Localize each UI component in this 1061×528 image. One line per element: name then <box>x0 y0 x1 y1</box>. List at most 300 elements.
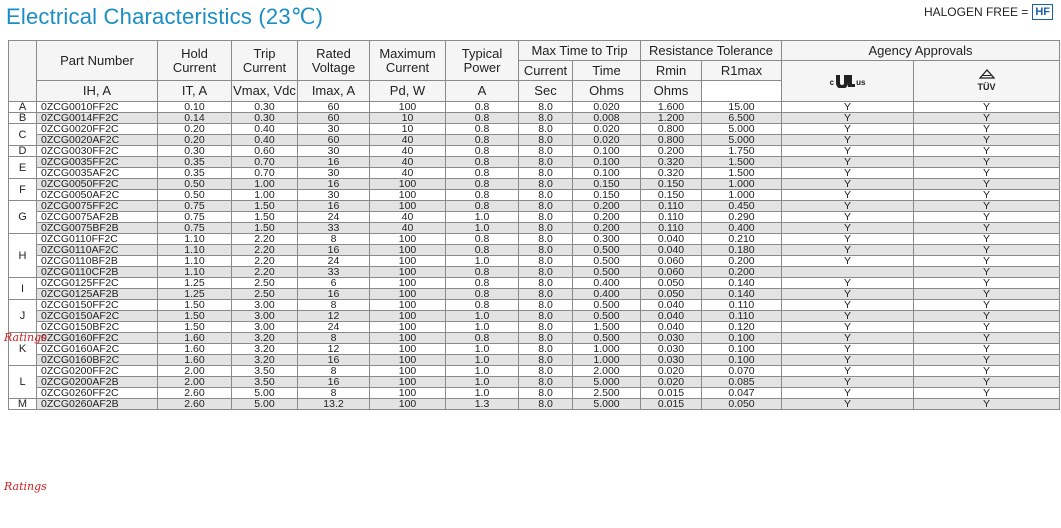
tuv-approval-cell: Y <box>914 344 1060 355</box>
rmin-cell: 0.050 <box>641 289 702 300</box>
ul-approval-cell: Y <box>782 124 914 135</box>
max-current-cell: 100 <box>370 355 446 366</box>
table-body <box>9 102 1060 410</box>
r1max-cell: 1.750 <box>702 146 782 157</box>
ul-approval-cell: Y <box>782 245 914 256</box>
rated-voltage-cell: 24 <box>298 322 370 333</box>
table-row <box>9 344 1060 355</box>
group-letter-cell: F <box>9 179 37 201</box>
rated-voltage-cell: 12 <box>298 344 370 355</box>
tuv-approval-cell: Y <box>914 212 1060 223</box>
typical-power-cell: 0.8 <box>446 278 519 289</box>
rmin-cell: 0.320 <box>641 168 702 179</box>
part-number-cell: 0ZCG0260FF2C <box>37 388 158 399</box>
tuv-approval-cell: Y <box>914 322 1060 333</box>
hold-current-cell: 0.75 <box>158 223 232 234</box>
typical-power-cell: 1.0 <box>446 344 519 355</box>
max-current-cell: 100 <box>370 278 446 289</box>
rmin-header: Rmin <box>641 61 702 81</box>
tuv-icon: TÜV <box>914 61 1060 102</box>
trip-current-a-cell: 8.0 <box>519 102 573 113</box>
tuv-approval-cell: Y <box>914 124 1060 135</box>
part-number-cell: 0ZCG0035AF2C <box>37 168 158 179</box>
rmin-cell: 0.800 <box>641 135 702 146</box>
trip-current-cell: 2.20 <box>232 256 298 267</box>
trip-current-cell: 3.00 <box>232 300 298 311</box>
trip-current-a-cell: 8.0 <box>519 135 573 146</box>
hold-current-cell: 0.75 <box>158 201 232 212</box>
ul-approval-cell: Y <box>782 113 914 124</box>
ul-approval-cell: Y <box>782 256 914 267</box>
trip-current-cell: 1.50 <box>232 223 298 234</box>
trip-time-cell: 0.150 <box>573 190 641 201</box>
table-row <box>9 168 1060 179</box>
typical-power-cell: 0.8 <box>446 289 519 300</box>
hold-current-cell: 1.50 <box>158 322 232 333</box>
trip-current-cell: 0.60 <box>232 146 298 157</box>
r1max-cell: 15.00 <box>702 102 782 113</box>
max-current-cell: 100 <box>370 267 446 278</box>
max-current-cell: 100 <box>370 256 446 267</box>
max-current-cell: 100 <box>370 311 446 322</box>
table-row <box>9 355 1060 366</box>
rmin-cell: 0.040 <box>641 300 702 311</box>
ul-approval-cell: Y <box>782 300 914 311</box>
max-current-cell: 10 <box>370 124 446 135</box>
table-row <box>9 135 1060 146</box>
r1max-cell: 6.500 <box>702 113 782 124</box>
hold-current-cell: 1.25 <box>158 289 232 300</box>
hold-current-cell: 1.60 <box>158 344 232 355</box>
trip-time-cell: 0.300 <box>573 234 641 245</box>
r1max-cell: 0.200 <box>702 267 782 278</box>
trip-current-a-cell: 8.0 <box>519 168 573 179</box>
max-current-cell: 100 <box>370 388 446 399</box>
ul-approval-cell: Y <box>782 223 914 234</box>
group-letter-cell: I <box>9 278 37 300</box>
rated-voltage-cell: 30 <box>298 190 370 201</box>
hold-current-cell: 0.20 <box>158 135 232 146</box>
tuv-approval-cell: Y <box>914 113 1060 124</box>
trip-current-cell: 3.50 <box>232 366 298 377</box>
ul-approval-cell: Y <box>782 344 914 355</box>
trip-current-cell: 1.50 <box>232 212 298 223</box>
trip-current-cell: 2.20 <box>232 267 298 278</box>
trip-current-a-cell: 8.0 <box>519 322 573 333</box>
table-row <box>9 267 1060 278</box>
trip-time-cell: 0.400 <box>573 278 641 289</box>
part-number-cell: 0ZCG0030FF2C <box>37 146 158 157</box>
rmin-cell: 0.050 <box>641 278 702 289</box>
rated-voltage-cell: 30 <box>298 168 370 179</box>
hold-current-cell: 0.35 <box>158 168 232 179</box>
trip-time-cell: 0.500 <box>573 311 641 322</box>
trip-current-cell: 2.20 <box>232 234 298 245</box>
trip-time-cell: 0.500 <box>573 333 641 344</box>
rated-voltage-cell: 60 <box>298 102 370 113</box>
ul-approval-cell: Y <box>782 388 914 399</box>
max-current-cell: 40 <box>370 223 446 234</box>
trip-current-a-cell: 8.0 <box>519 223 573 234</box>
tuv-approval-cell: Y <box>914 135 1060 146</box>
ul-approval-cell: Y <box>782 234 914 245</box>
typical-power-cell: 0.8 <box>446 201 519 212</box>
mtt-current-header: Current <box>519 61 573 81</box>
ul-approval-cell: Y <box>782 190 914 201</box>
ul-approval-cell: Y <box>782 333 914 344</box>
part-number-cell: 0ZCG0075BF2B <box>37 223 158 234</box>
hold-current-unit: IH, A <box>37 81 158 102</box>
typical-power-cell: 0.8 <box>446 146 519 157</box>
typical-power-unit: Pd, W <box>370 81 446 102</box>
part-number-cell: 0ZCG0110AF2C <box>37 245 158 256</box>
part-number-cell: 0ZCG0050FF2C <box>37 179 158 190</box>
max-current-cell: 40 <box>370 212 446 223</box>
ul-approval-cell: Y <box>782 212 914 223</box>
typical-power-header: Typical Power <box>446 41 519 81</box>
table-row <box>9 278 1060 289</box>
group-letter-cell: B <box>9 113 37 124</box>
trip-current-cell: 1.00 <box>232 179 298 190</box>
rmin-cell: 0.030 <box>641 344 702 355</box>
rmin-cell: 0.110 <box>641 223 702 234</box>
trip-current-cell: 1.00 <box>232 190 298 201</box>
trip-current-cell: 0.70 <box>232 157 298 168</box>
typical-power-cell: 1.0 <box>446 388 519 399</box>
trip-current-a-cell: 8.0 <box>519 289 573 300</box>
tuv-approval-cell: Y <box>914 223 1060 234</box>
ul-approval-cell: Y <box>782 102 914 113</box>
typical-power-cell: 1.0 <box>446 366 519 377</box>
r1max-cell: 5.000 <box>702 124 782 135</box>
hold-current-cell: 0.50 <box>158 190 232 201</box>
tuv-approval-cell: Y <box>914 366 1060 377</box>
part-number-cell: 0ZCG0010FF2C <box>37 102 158 113</box>
table-row <box>9 399 1060 410</box>
trip-current-a-cell: 8.0 <box>519 333 573 344</box>
table-row <box>9 179 1060 190</box>
trip-current-a-cell: 8.0 <box>519 113 573 124</box>
trip-current-a-cell: 8.0 <box>519 190 573 201</box>
tuv-approval-cell: Y <box>914 300 1060 311</box>
halogen-free-label: HALOGEN FREE = <box>923 5 1029 19</box>
group-header <box>9 41 37 102</box>
trip-current-a-cell: 8.0 <box>519 124 573 135</box>
trip-time-cell: 0.020 <box>573 102 641 113</box>
trip-current-a-cell: 8.0 <box>519 267 573 278</box>
r1max-cell: 0.100 <box>702 344 782 355</box>
max-current-cell: 100 <box>370 300 446 311</box>
rated-voltage-cell: 16 <box>298 245 370 256</box>
rmin-cell: 0.060 <box>641 256 702 267</box>
tuv-approval-cell: Y <box>914 168 1060 179</box>
rated-voltage-cell: 12 <box>298 311 370 322</box>
rated-voltage-cell: 8 <box>298 300 370 311</box>
trip-time-cell: 0.200 <box>573 212 641 223</box>
ul-approval-cell: Y <box>782 399 914 410</box>
rated-voltage-cell: 33 <box>298 223 370 234</box>
group-letter-cell: A <box>9 102 37 113</box>
trip-current-a-cell: 8.0 <box>519 388 573 399</box>
table-row <box>9 223 1060 234</box>
trip-time-cell: 0.500 <box>573 245 641 256</box>
mtt-time-header: Time <box>573 61 641 81</box>
ul-approval-cell: Y <box>782 366 914 377</box>
table-row <box>9 256 1060 267</box>
tuv-approval-cell: Y <box>914 355 1060 366</box>
hold-current-cell: 1.10 <box>158 234 232 245</box>
typical-power-cell: 1.0 <box>446 311 519 322</box>
trip-current-a-cell: 8.0 <box>519 366 573 377</box>
trip-current-cell: 0.30 <box>232 102 298 113</box>
rmin-cell: 0.320 <box>641 157 702 168</box>
tuv-approval-cell: Y <box>914 289 1060 300</box>
max-current-cell: 100 <box>370 234 446 245</box>
group-letter-cell: C <box>9 124 37 146</box>
table-row <box>9 234 1060 245</box>
group-letter-cell: K <box>9 333 37 366</box>
halogen-free-note <box>924 4 1053 20</box>
typical-power-cell: 0.8 <box>446 113 519 124</box>
typical-power-cell: 1.3 <box>446 399 519 410</box>
table-row <box>9 366 1060 377</box>
tuv-approval-cell: Y <box>914 234 1060 245</box>
part-number-cell: 0ZCG0160FF2C <box>37 333 158 344</box>
trip-current-cell: 0.40 <box>232 124 298 135</box>
rmin-cell: 0.020 <box>641 377 702 388</box>
rmin-cell: 0.015 <box>641 399 702 410</box>
tuv-approval-cell: Y <box>914 388 1060 399</box>
trip-current-cell: 3.20 <box>232 333 298 344</box>
part-number-cell: 0ZCG0150FF2C <box>37 300 158 311</box>
hold-current-cell: 1.10 <box>158 245 232 256</box>
trip-current-cell: 3.00 <box>232 322 298 333</box>
trip-current-a-cell: 8.0 <box>519 399 573 410</box>
hold-current-cell: 2.60 <box>158 388 232 399</box>
trip-current-cell: 2.20 <box>232 245 298 256</box>
rated-voltage-cell: 8 <box>298 366 370 377</box>
max-current-cell: 100 <box>370 102 446 113</box>
rated-voltage-cell: 6 <box>298 278 370 289</box>
table-row <box>9 212 1060 223</box>
trip-current-cell: 0.70 <box>232 168 298 179</box>
table-row <box>9 322 1060 333</box>
part-number-cell: 0ZCG0200AF2B <box>37 377 158 388</box>
rated-voltage-cell: 16 <box>298 157 370 168</box>
table-row <box>9 377 1060 388</box>
max-current-cell: 100 <box>370 322 446 333</box>
tuv-approval-cell: Y <box>914 399 1060 410</box>
ul-recognized-icon: c us <box>782 61 914 102</box>
rmin-cell: 0.040 <box>641 245 702 256</box>
ul-approval-cell: Y <box>782 201 914 212</box>
part-number-cell: 0ZCG0035FF2C <box>37 157 158 168</box>
r1max-cell: 1.500 <box>702 157 782 168</box>
ul-approval-cell: Y <box>782 322 914 333</box>
ratings-annotation: Ratings <box>4 480 47 493</box>
rated-voltage-cell: 60 <box>298 113 370 124</box>
part-number-cell: 0ZCG0150AF2C <box>37 311 158 322</box>
rmin-cell: 1.200 <box>641 113 702 124</box>
rated-voltage-cell: 16 <box>298 377 370 388</box>
trip-current-a-cell: 8.0 <box>519 377 573 388</box>
typical-power-cell: 0.8 <box>446 179 519 190</box>
part-number-cell: 0ZCG0110FF2C <box>37 234 158 245</box>
tuv-approval-cell: Y <box>914 102 1060 113</box>
trip-time-cell: 0.100 <box>573 157 641 168</box>
tuv-approval-cell: Y <box>914 278 1060 289</box>
rmin-cell: 0.150 <box>641 179 702 190</box>
ul-approval-cell: Y <box>782 377 914 388</box>
rated-voltage-cell: 13.2 <box>298 399 370 410</box>
trip-current-a-cell: 8.0 <box>519 234 573 245</box>
typical-power-cell: 0.8 <box>446 234 519 245</box>
hold-current-cell: 1.10 <box>158 256 232 267</box>
agency-approvals-header: Agency Approvals <box>782 41 1060 61</box>
trip-current-header: Trip Current <box>232 41 298 81</box>
trip-current-a-cell: 8.0 <box>519 256 573 267</box>
typical-power-cell: 1.0 <box>446 355 519 366</box>
group-letter-cell: M <box>9 399 37 410</box>
r1max-cell: 0.047 <box>702 388 782 399</box>
max-current-cell: 40 <box>370 157 446 168</box>
ul-approval-cell: Y <box>782 168 914 179</box>
rmin-cell: 0.110 <box>641 201 702 212</box>
trip-current-cell: 3.20 <box>232 355 298 366</box>
part-number-cell: 0ZCG0160AF2C <box>37 344 158 355</box>
hold-current-cell: 1.60 <box>158 333 232 344</box>
r1max-cell: 0.210 <box>702 234 782 245</box>
rmin-cell: 0.030 <box>641 355 702 366</box>
hold-current-cell: 1.60 <box>158 355 232 366</box>
r1max-cell: 0.140 <box>702 278 782 289</box>
ul-approval-cell: Y <box>782 289 914 300</box>
rated-voltage-cell: 30 <box>298 146 370 157</box>
rmin-cell: 0.040 <box>641 234 702 245</box>
tuv-approval-cell: Y <box>914 179 1060 190</box>
trip-time-cell: 1.500 <box>573 322 641 333</box>
table-row <box>9 311 1060 322</box>
typical-power-cell: 1.0 <box>446 223 519 234</box>
r1max-cell: 1.000 <box>702 190 782 201</box>
trip-time-cell: 0.008 <box>573 113 641 124</box>
tuv-approval-cell: Y <box>914 333 1060 344</box>
part-number-cell: 0ZCG0050AF2C <box>37 190 158 201</box>
table-row <box>9 300 1060 311</box>
typical-power-cell: 1.0 <box>446 256 519 267</box>
hold-current-cell: 1.25 <box>158 278 232 289</box>
r1max-header: R1max <box>702 61 782 81</box>
trip-time-cell: 0.500 <box>573 300 641 311</box>
ul-approval-cell <box>782 267 914 278</box>
typical-power-cell: 0.8 <box>446 300 519 311</box>
ul-approval-cell: Y <box>782 157 914 168</box>
r1max-cell: 0.180 <box>702 245 782 256</box>
trip-current-a-cell: 8.0 <box>519 300 573 311</box>
rated-voltage-cell: 8 <box>298 388 370 399</box>
max-current-cell: 100 <box>370 245 446 256</box>
table-row <box>9 124 1060 135</box>
trip-time-cell: 2.500 <box>573 388 641 399</box>
trip-current-a-cell: 8.0 <box>519 245 573 256</box>
resistance-tolerance-header: Resistance Tolerance <box>641 41 782 61</box>
trip-time-cell: 1.000 <box>573 344 641 355</box>
ratings-annotation: Ratings <box>4 331 47 344</box>
r1max-cell: 0.070 <box>702 366 782 377</box>
trip-current-a-cell: 8.0 <box>519 146 573 157</box>
mtt-current-unit: A <box>446 81 519 102</box>
rmin-cell: 1.600 <box>641 102 702 113</box>
table-row <box>9 157 1060 168</box>
rated-voltage-cell: 16 <box>298 201 370 212</box>
part-number-cell: 0ZCG0110CF2B <box>37 267 158 278</box>
tuv-approval-cell: Y <box>914 157 1060 168</box>
rmin-cell: 0.040 <box>641 311 702 322</box>
r1max-cell: 0.110 <box>702 311 782 322</box>
typical-power-cell: 0.8 <box>446 168 519 179</box>
trip-current-a-cell: 8.0 <box>519 179 573 190</box>
page-title: Electrical Characteristics (23℃) <box>6 4 324 29</box>
r1max-cell: 1.000 <box>702 179 782 190</box>
trip-time-cell: 0.500 <box>573 267 641 278</box>
ul-approval-cell: Y <box>782 179 914 190</box>
trip-current-cell: 3.50 <box>232 377 298 388</box>
rmin-cell: 0.030 <box>641 333 702 344</box>
typical-power-cell: 0.8 <box>446 267 519 278</box>
table-row <box>9 333 1060 344</box>
tuv-approval-cell: Y <box>914 201 1060 212</box>
max-current-cell: 100 <box>370 344 446 355</box>
tuv-approval-cell: Y <box>914 190 1060 201</box>
hold-current-cell: 1.50 <box>158 311 232 322</box>
rated-voltage-cell: 33 <box>298 267 370 278</box>
part-number-cell: 0ZCG0110BF2B <box>37 256 158 267</box>
trip-current-a-cell: 8.0 <box>519 355 573 366</box>
max-current-cell: 10 <box>370 113 446 124</box>
tuv-approval-cell: Y <box>914 377 1060 388</box>
r1max-cell: 0.110 <box>702 300 782 311</box>
trip-time-cell: 0.500 <box>573 256 641 267</box>
rated-voltage-header: Rated Voltage <box>298 41 370 81</box>
rated-voltage-cell: 16 <box>298 179 370 190</box>
part-number-cell: 0ZCG0200FF2C <box>37 366 158 377</box>
r1max-cell: 0.120 <box>702 322 782 333</box>
rated-voltage-cell: 24 <box>298 256 370 267</box>
r1max-cell: 0.100 <box>702 355 782 366</box>
trip-time-cell: 0.200 <box>573 201 641 212</box>
trip-time-cell: 5.000 <box>573 377 641 388</box>
table-row <box>9 102 1060 113</box>
r1max-cell: 0.200 <box>702 256 782 267</box>
typical-power-cell: 0.8 <box>446 190 519 201</box>
tuv-approval-cell: Y <box>914 267 1060 278</box>
typical-power-cell: 0.8 <box>446 135 519 146</box>
table-row <box>9 113 1060 124</box>
ul-approval-cell: Y <box>782 311 914 322</box>
trip-time-cell: 1.000 <box>573 355 641 366</box>
rated-voltage-cell: 8 <box>298 333 370 344</box>
trip-current-cell: 5.00 <box>232 399 298 410</box>
trip-current-cell: 2.50 <box>232 278 298 289</box>
electrical-characteristics-table <box>8 40 1060 410</box>
trip-time-cell: 0.020 <box>573 124 641 135</box>
typical-power-cell: 0.8 <box>446 333 519 344</box>
hold-current-cell: 1.10 <box>158 267 232 278</box>
rmin-cell: 0.040 <box>641 322 702 333</box>
trip-current-a-cell: 8.0 <box>519 344 573 355</box>
part-number-cell: 0ZCG0125AF2B <box>37 289 158 300</box>
table-row <box>9 201 1060 212</box>
